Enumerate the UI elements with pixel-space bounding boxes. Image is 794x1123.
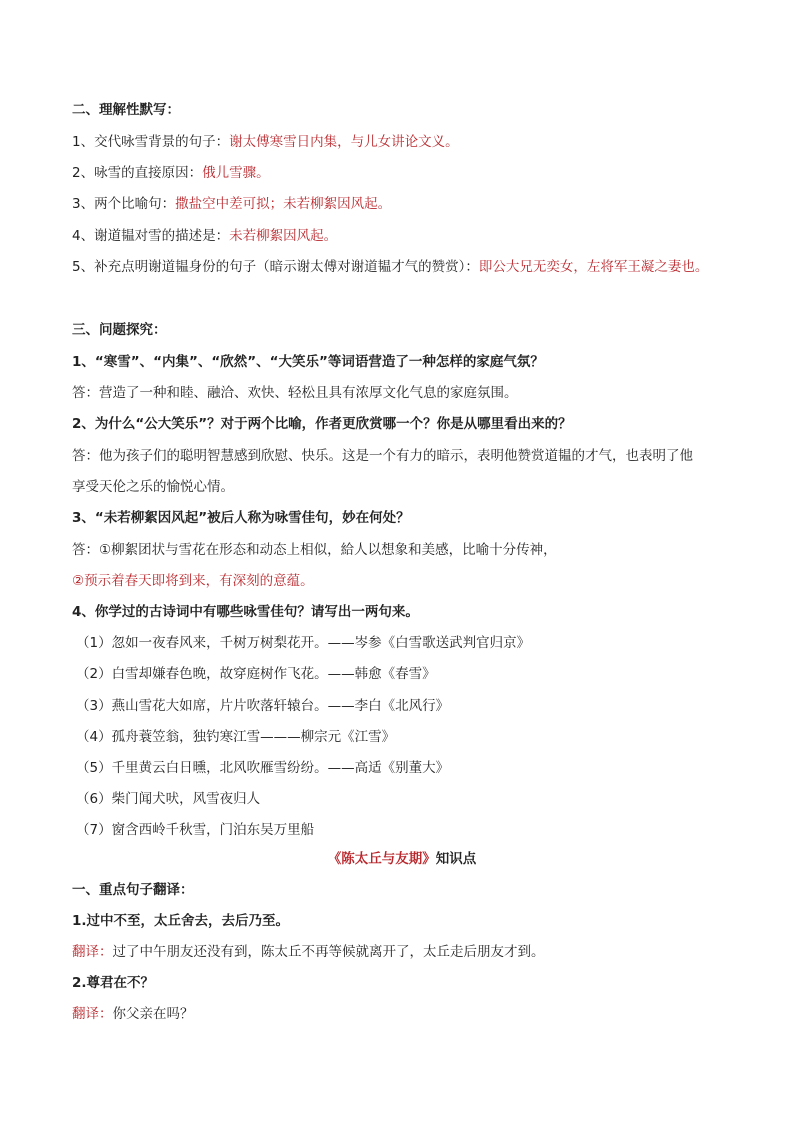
knowledge-title-suffix: 知识点 — [435, 851, 477, 867]
translation-1 — [72, 942, 545, 962]
answer-2-line2: 享受天伦之乐的愉悦心情。 — [72, 479, 234, 495]
poem-line: （7）窗含西岭千秋雪，门泊东吴万里船 — [76, 822, 315, 838]
answer-3-line2: ②预示着春天即将到来，有深刻的意蕴。 — [72, 573, 314, 589]
question-2: 2、为什么“公大笑乐”？对于两个比喻，作者更欣赏哪一个？你是从哪里看出来的？ — [72, 416, 572, 432]
fill-item-label: 3、两个比喻句： — [72, 196, 176, 212]
fill-item-answer: 俄儿雪骤。 — [202, 165, 270, 181]
question-3: 3、“未若柳絮因风起”被后人称为咏雪佳句，妙在何处？ — [72, 510, 410, 526]
fill-item-5 — [72, 257, 708, 277]
poem-line: （1）忽如一夜春风来，千树万树梨花开。——岑参《白雪歌送武判官归京》 — [76, 635, 531, 651]
section2-heading: 二、理解性默写： — [72, 102, 180, 118]
knowledge-title-text: 《陈太丘与友期》 — [327, 851, 436, 867]
fill-item-answer: 撒盐空中差可拟；未若柳絮因风起。 — [175, 196, 392, 212]
fill-item-4 — [72, 226, 337, 246]
answer-1: 答：营造了一种和睦、融洽、欢快、轻松且具有浓厚文化气息的家庭氛围。 — [72, 385, 518, 401]
fill-item-label: 4、谢道韫对雪的描述是： — [72, 228, 230, 244]
poem-line: （4）孤舟蓑笠翁，独钓寒江雪———柳宗元《江雪》 — [76, 729, 396, 745]
section3-heading: 三、问题探究： — [72, 322, 167, 338]
fill-item-label: 1、交代咏雪背景的句子： — [72, 134, 230, 150]
translation-text: 你父亲在吗？ — [112, 1006, 194, 1022]
poem-line: （6）柴门闻犬吠，风雪夜归人 — [76, 791, 261, 807]
poem-line: （2）白雪却嫌春色晚，故穿庭树作飞花。——韩愈《春雪》 — [76, 666, 436, 682]
fill-item-answer: 谢太傅寒雪日内集，与儿女讲论文义。 — [229, 134, 459, 150]
fill-item-1 — [72, 132, 459, 152]
poem-line: （5）千里黄云白日曛，北风吹雁雪纷纷。——高适《别董大》 — [76, 760, 450, 776]
translation-text: 过了中午朋友还没有到，陈太丘不再等候就离开了，太丘走后朋友才到。 — [112, 944, 545, 960]
answer-3-line1: 答：①柳絮团状与雪花在形态和动态上相似，給人以想象和美感，比喻十分传神， — [72, 542, 557, 558]
translation-label: 翻译： — [72, 944, 113, 960]
fill-item-2 — [72, 163, 270, 183]
fill-item-3 — [72, 194, 391, 214]
chen-heading: 一、重点句子翻译： — [72, 882, 194, 898]
sentence-2: 2.尊君在不？ — [72, 975, 155, 991]
question-4: 4、你学过的古诗词中有哪些咏雪佳句？请写出一两句来。 — [72, 604, 419, 620]
fill-item-answer: 未若柳絮因风起。 — [229, 228, 338, 244]
sentence-1: 1.过中不至，太丘舍去，去后乃至。 — [72, 913, 290, 929]
question-1: 1、“寒雪”、“内集”、“欣然”、“大笑乐”等词语营造了一种怎样的家庭气氛？ — [72, 354, 544, 370]
poem-line: （3）燕山雪花大如席，片片吹落轩辕台。——李白《北风行》 — [76, 698, 450, 714]
fill-item-label: 5、补充点明谢道韫身份的句子（暗示谢太傅对谢道韫才气的赞赏）： — [72, 259, 479, 275]
answer-2-line1: 答：他为孩子们的聪明智慧感到欣慰、快乐。这是一个有力的暗示，表明他赞赏道韫的才气，也表明了他 — [72, 448, 693, 464]
fill-item-label: 2、咏雪的直接原因： — [72, 165, 203, 181]
translation-2 — [72, 1004, 194, 1024]
fill-item-answer: 即公大兄无奕女，左将军王凝之妻也。 — [478, 259, 709, 275]
translation-label: 翻译： — [72, 1006, 113, 1022]
knowledge-title — [72, 849, 732, 869]
